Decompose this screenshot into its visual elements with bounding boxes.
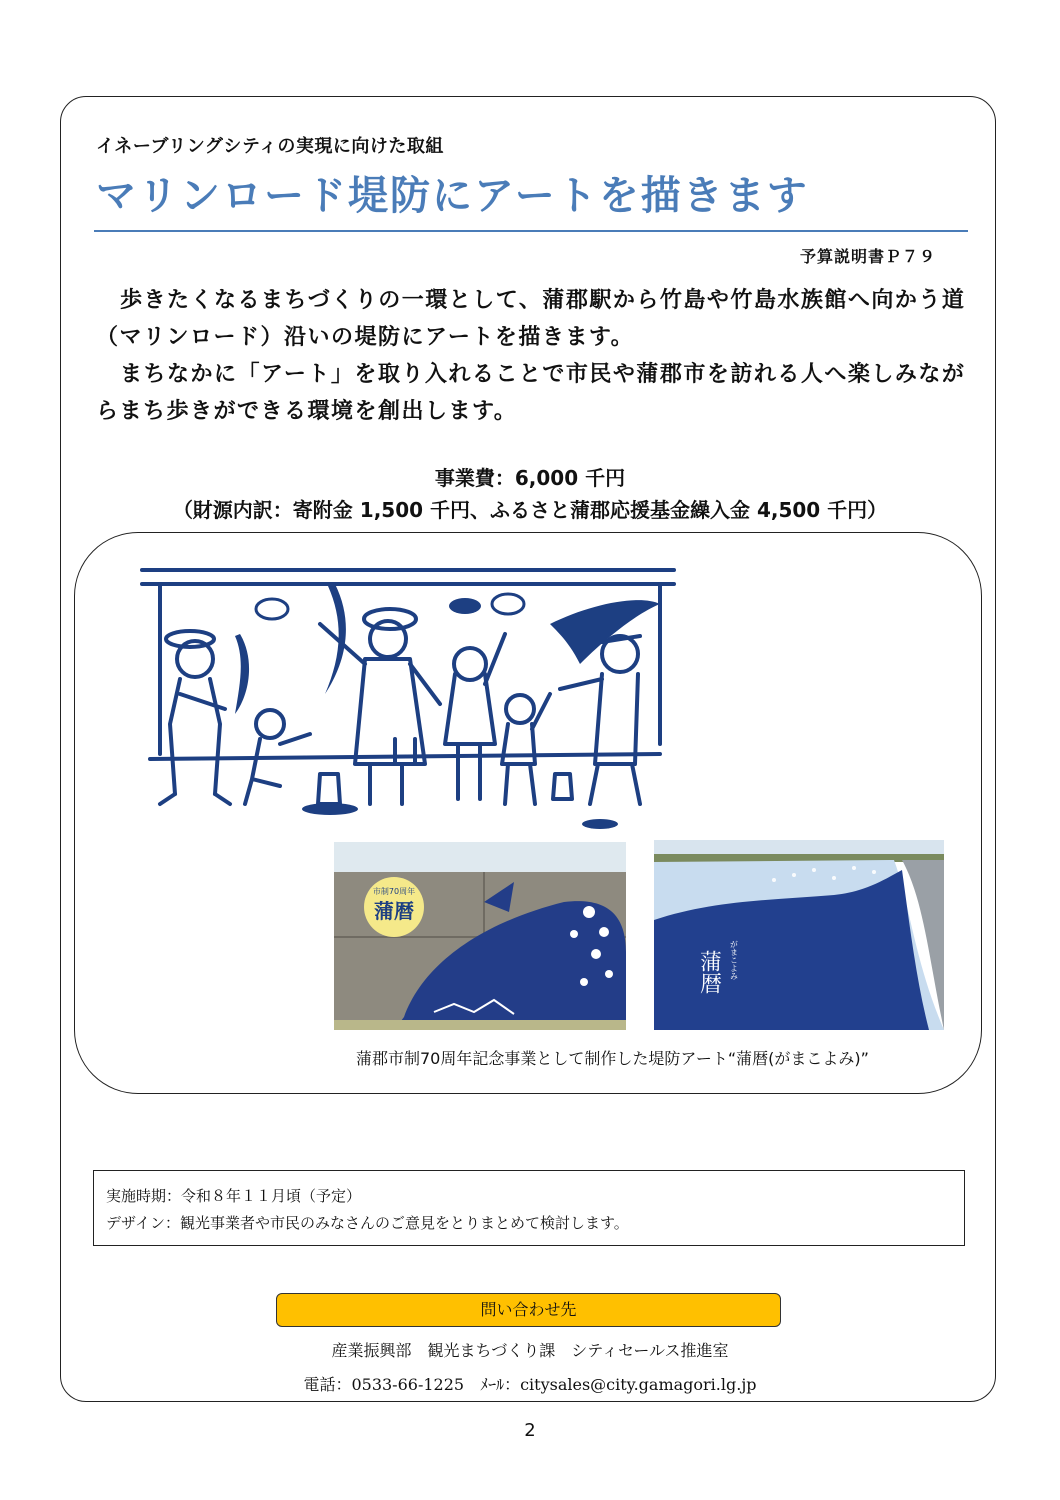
mural-label-2: 蒲暦	[696, 950, 722, 994]
subtitle: イネーブリングシティの実現に向けた取組	[96, 136, 444, 157]
contact-phone-email: 電話：0533-66-1225 ﾒｰﾙ：citysales@city.gamagori.lg.jp	[303, 1375, 757, 1394]
photo-caption: 蒲郡市制70周年記念事業として制作した堤防アート“蒲暦(がまこよみ)”	[356, 1049, 869, 1068]
page-number: 2	[524, 1420, 536, 1441]
budget-reference: 予算説明書Ｐ７９	[799, 247, 936, 266]
project-cost: 事業費：6,000 千円	[434, 466, 626, 490]
mural-small-label-1: 市制70周年	[372, 887, 416, 896]
mural-small-label-2: がまこよみ	[729, 940, 739, 980]
paragraph-2: まちなかに「アート」を取り入れることで市民や蒲郡市を訪れる人へ楽しみながらまち歩きができる環境を創出します。	[96, 362, 966, 424]
funding-breakdown: （財源内訳：寄附金 1,500 千円、ふるさと蒲郡応援基金繰入金 4,500 千円）	[172, 498, 888, 522]
contact-header: 問い合わせ先	[276, 1293, 781, 1327]
page-title: マリンロード堤防にアートを描きます	[96, 173, 809, 219]
implementation-period: 実施時期：令和８年１１月頃（予定）	[106, 1187, 362, 1205]
description	[96, 282, 968, 430]
mural-photo-1	[334, 842, 626, 1030]
design-note: デザイン：観光事業者や市民のみなさんのご意見をとりまとめて検討します。	[106, 1214, 629, 1232]
painting-illustration	[140, 564, 676, 834]
mural-label-1: 蒲暦	[374, 899, 414, 923]
paragraph-1: 歩きたくなるまちづくりの一環として、蒲郡駅から竹島や竹島水族館へ向かう道（マリンロード）沿いの堤防にアートを描きます。	[96, 288, 966, 350]
title-underline	[94, 230, 968, 232]
contact-department: 産業振興部 観光まちづくり課 シティセールス推進室	[331, 1341, 729, 1360]
mural-photo-2	[654, 840, 944, 1030]
implementation-info	[93, 1170, 965, 1246]
